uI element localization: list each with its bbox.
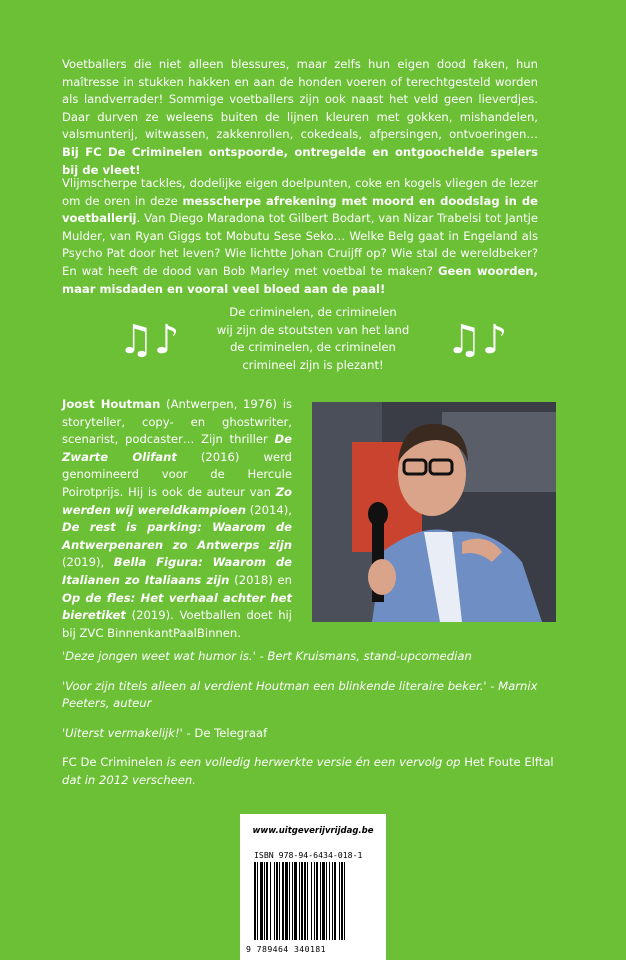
barcode-bar xyxy=(301,862,303,940)
author-name: Joost Houtman xyxy=(62,397,161,411)
note-title: Het Foute Elftal xyxy=(464,755,554,770)
song-lyrics xyxy=(200,304,426,374)
barcode-bar xyxy=(322,862,325,940)
music-notes-icon: ♫♪ xyxy=(118,317,180,363)
barcode-bar xyxy=(257,862,258,940)
bio-text: (2018) en xyxy=(229,572,293,587)
book-title: Zo werden wij wereldkampioen xyxy=(62,484,292,517)
barcode-bar xyxy=(274,862,275,940)
barcode-bar xyxy=(332,862,333,940)
barcode-bar xyxy=(320,862,321,940)
note-text: is een volledig herwerkte versie én een vervolg op xyxy=(162,755,465,770)
barcode-bar xyxy=(282,862,284,940)
review-quotes xyxy=(62,648,562,802)
blurb-p2-bold-2: Geen woorden, maar misdaden en vooral veel bloed aan de paal! xyxy=(62,263,539,296)
barcode-bar xyxy=(292,862,293,940)
barcode-bar xyxy=(294,862,297,940)
author-photo xyxy=(312,402,556,622)
barcode-bar xyxy=(326,862,327,940)
quote-1 xyxy=(62,648,562,666)
barcode-bar xyxy=(341,862,343,940)
bio-text: (2016) werd genomineerd voor de Hercule Poirotprijs. Hij is ook de auteur van xyxy=(62,449,292,499)
barcode-bar xyxy=(285,862,288,940)
barcode-bar xyxy=(329,862,330,940)
barcode-bar xyxy=(260,862,263,940)
barcode-bar xyxy=(279,862,280,940)
quote-source: - Marnix Peeters, auteur xyxy=(62,678,538,711)
isbn-label: ISBN 978-94-6434-018-1 xyxy=(254,850,363,860)
barcode-bar xyxy=(334,862,336,940)
edition-note xyxy=(62,754,562,789)
barcode-bar xyxy=(304,862,306,940)
quote-source: - Bert Kruismans, stand-upcomedian xyxy=(255,649,472,663)
barcode-bars xyxy=(254,862,372,944)
quote-2 xyxy=(62,678,562,713)
blurb-p1-bold: Bij FC De Criminelen ontspoorde, ontregelde en ontgoochelde spelers bij de vleet! xyxy=(62,144,538,177)
barcode-bar xyxy=(289,862,290,940)
song-line: de criminelen, de criminelen xyxy=(230,340,396,355)
blurb-p2-text-b: . Van Diego Maradona tot Gilbert Bodart, van Nizar Trabelsi tot Jantje Mulder, van Ryan Giggs tot Mobutu Sese Seko… Welke Belg gaat in Engeland als Psycho Pat door het leven? Wie lichtte Johan Cruijff op? Wie stal de wereldbeker? En wat heeft de dood van Bob Marley met voetbal te maken? xyxy=(62,211,538,278)
song-line: De criminelen, de criminelen xyxy=(229,305,397,319)
blurb-paragraph-2 xyxy=(62,175,538,298)
music-notes-icon: ♫♪ xyxy=(446,317,508,363)
barcode-bar xyxy=(254,862,256,940)
quote-text: 'Voor zijn titels alleen al verdient Houtman een blinkende literaire beker.' xyxy=(62,678,487,693)
author-bio xyxy=(62,396,292,642)
bio-text: (2019). Voetballen doet hij bij ZVC BinnenkantPaalBinnen. xyxy=(62,608,292,640)
bio-text: (2019), xyxy=(62,555,114,570)
blurb-paragraph-1 xyxy=(62,56,538,179)
book-title: De rest is parking: Waarom de Antwerpenaren zo Antwerps zijn xyxy=(62,520,292,552)
barcode-bar xyxy=(314,862,315,940)
barcode-bar xyxy=(276,862,278,940)
barcode-bar xyxy=(299,862,300,940)
quote-3 xyxy=(62,725,562,743)
barcode-panel xyxy=(240,814,386,960)
note-text: dat in 2012 verscheen. xyxy=(62,772,196,787)
bio-text: (Antwerpen, 1976) is storyteller, copy- en ghostwriter, scenarist, podcaster… Zijn thriller xyxy=(62,397,292,447)
barcode-bar xyxy=(266,862,268,940)
barcode-bar xyxy=(264,862,265,940)
quote-text: 'Deze jongen weet wat humor is.' xyxy=(62,649,256,663)
isbn-digits: 9 789464 340181 xyxy=(246,944,326,954)
blurb-p1-text: Voetballers die niet alleen blessures, maar zelfs hun eigen dood faken, hun maîtresse in stukken hakken en aan de honden voeren of terechtgesteld worden als landverrader! Sommige voetballers zijn ook naast het veld geen lieverdjes. Daar durven ze weleens buiten de lijnen kleuren met gokken, mishandelen, valsmunterij, witwassen, zakkenrollen, cokedeals, afpersingen, ontvoeringen… xyxy=(62,57,538,142)
barcode-bar xyxy=(339,862,340,940)
song-line: wij zijn de stoutsten van het land xyxy=(216,322,410,337)
author-photo-illustration xyxy=(312,402,556,622)
blurb-p2-bold-1: messcherpe afrekening met moord en doodslag in de voetballerij xyxy=(62,193,538,226)
barcode-bar xyxy=(311,862,312,940)
quote-source: - De Telegraaf xyxy=(182,725,268,740)
barcode-bar xyxy=(270,862,271,940)
quote-text: 'Uiterst vermakelijk!' xyxy=(62,725,183,740)
book-title: Op de fles: Het verhaal achter het bieretiket xyxy=(62,590,292,623)
blurb-p2-text-a: Vlijmscherpe tackles, dodelijke eigen doelpunten, coke en kogels vliegen de lezer om de oren in deze xyxy=(62,176,538,208)
book-title: Bella Figura: Waarom de Italianen zo Italiaans zijn xyxy=(62,555,292,587)
book-title: De Zwarte Olifant xyxy=(62,432,292,464)
barcode-bar xyxy=(316,862,318,940)
publisher-url[interactable]: www.uitgeverijvrijdag.be xyxy=(252,826,374,836)
barcode-bar xyxy=(344,862,345,940)
barcode-bar xyxy=(307,862,308,940)
song-line: crimineel zijn is plezant! xyxy=(242,357,384,372)
bio-text: (2014), xyxy=(245,502,292,517)
note-title: FC De Criminelen xyxy=(62,755,163,770)
